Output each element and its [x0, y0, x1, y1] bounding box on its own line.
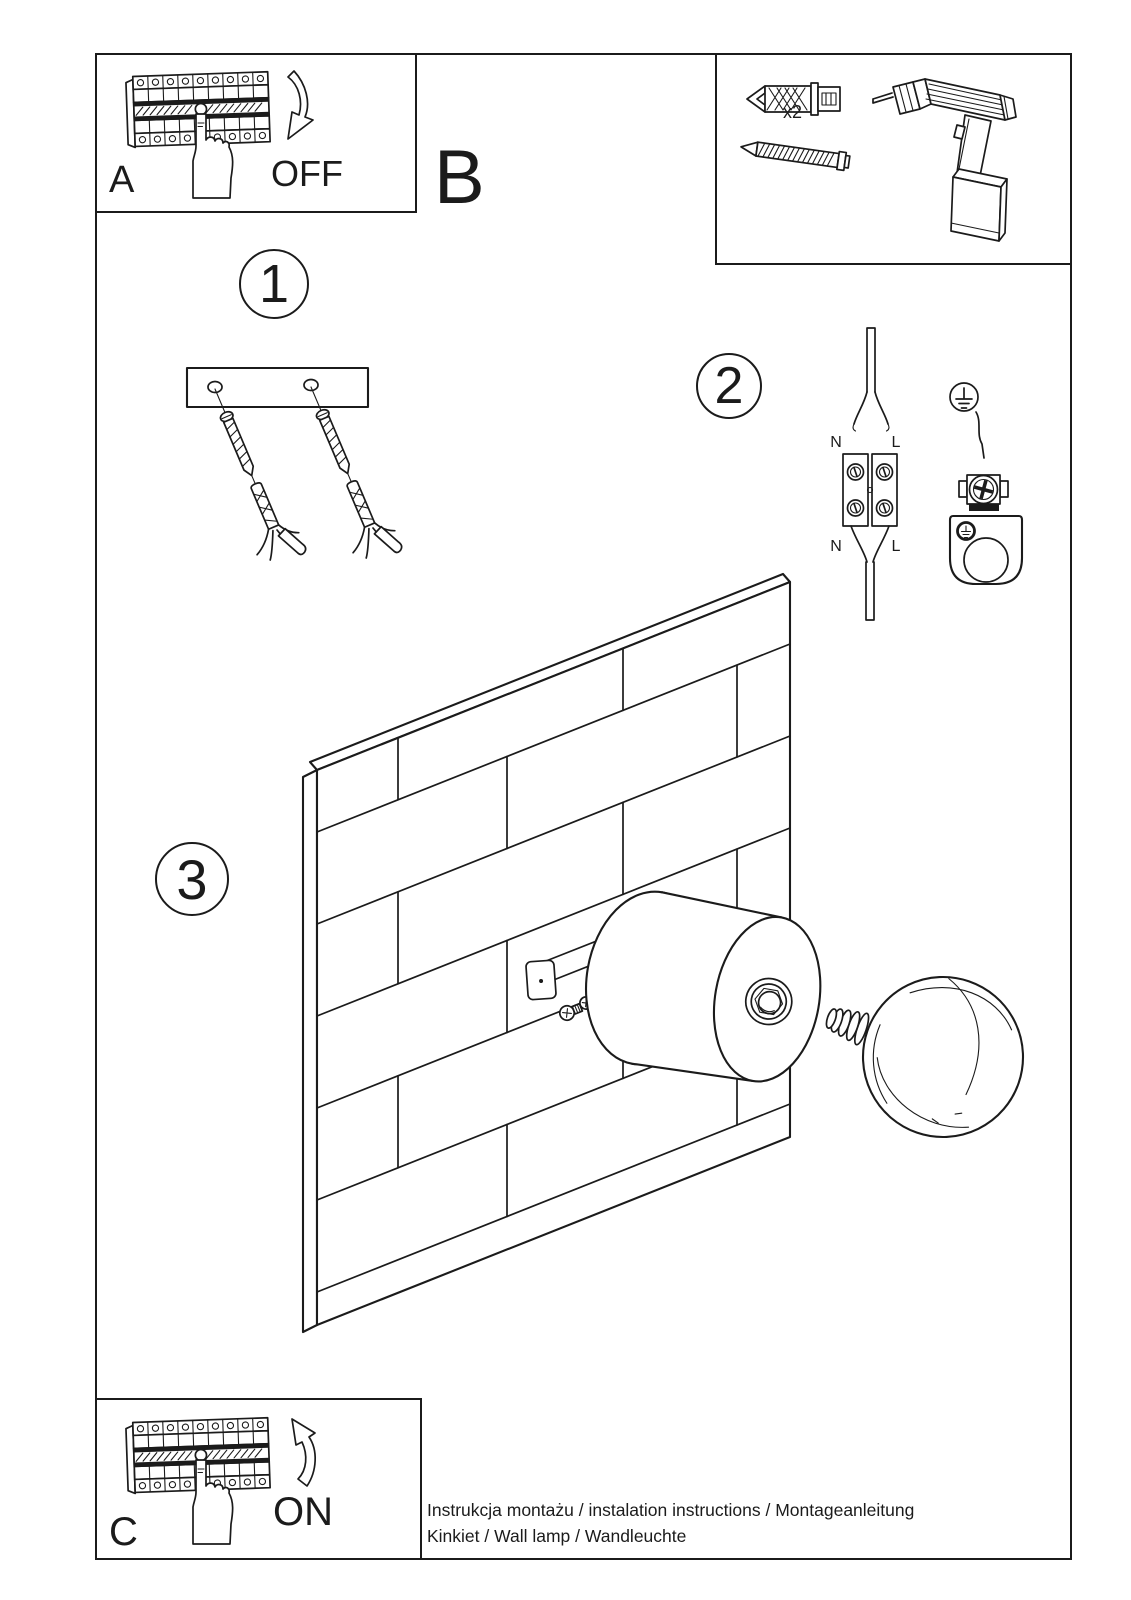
terminal-n-top-label: N — [830, 434, 842, 451]
power-off-label: OFF — [271, 153, 343, 194]
footer-product-line: Kinkiet / Wall lamp / Wandleuchte — [427, 1526, 687, 1546]
step-2-circle — [696, 353, 762, 419]
panel-b-box — [715, 53, 1072, 265]
power-on-label: ON — [273, 1490, 333, 1534]
breaker-on-illustration — [97, 1400, 419, 1557]
arrow-down-icon — [288, 71, 313, 139]
step-3-number: 3 — [176, 847, 208, 911]
step-1-number: 1 — [258, 254, 290, 314]
ground-wire-icon — [976, 412, 984, 458]
terminal-n-bottom-label: N — [830, 538, 842, 555]
ground-clamp-icon — [950, 475, 1022, 584]
footer-title-line: Instrukcja montażu / instalation instructions / Montageanleitung — [427, 1500, 915, 1520]
drill-icon — [873, 79, 1016, 241]
step-3-circle — [155, 842, 229, 916]
light-bulb-icon — [802, 942, 1045, 1159]
wall-bracket-icon — [526, 960, 557, 1000]
step-3-illustration — [290, 570, 1070, 1350]
terminal-l-top-label: L — [891, 434, 901, 451]
panel-a-label: A — [109, 159, 135, 201]
breaker-off-illustration — [97, 55, 414, 210]
terminal-block-icon — [843, 454, 897, 526]
panel-c-box — [95, 1398, 422, 1560]
panel-b-label: B — [434, 135, 485, 220]
step-2-number: 2 — [714, 357, 744, 415]
tools-illustration — [717, 55, 1069, 262]
step-1-circle — [239, 249, 309, 319]
terminal-l-bottom-label: L — [891, 538, 901, 555]
cable-icon — [853, 328, 889, 431]
anchor-quantity-label: x2 — [783, 102, 803, 122]
earth-symbol-icon — [950, 383, 978, 411]
panel-c-label: C — [109, 1510, 138, 1554]
screw-icon — [740, 138, 850, 171]
arrow-up-icon — [292, 1419, 315, 1486]
panel-a-box — [95, 53, 417, 213]
